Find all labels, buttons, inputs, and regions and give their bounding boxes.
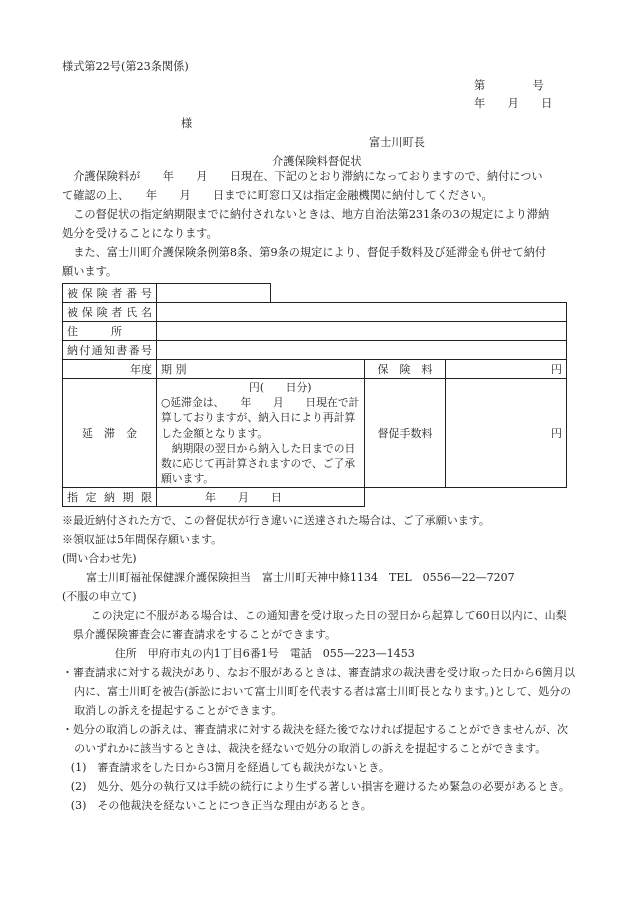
document-date-label: 年 月 日 [474,97,553,110]
late-fee-note-2: 納期限の翌日から納入した日までの日数に応じて再計算されますので、ご了承願います。 [160,441,356,486]
table-row [63,303,567,322]
empty-cell [270,284,566,303]
body-paragraph-1 [62,167,570,205]
inquiry-heading: (問い合わせ先) [62,552,137,565]
premium-yen: 円 [446,360,567,379]
addressee-label: 様 [181,117,193,130]
insured-number-value [156,284,270,303]
table-row [63,379,567,488]
address-value [156,322,566,341]
insured-name-label: 被保険者氏名 [63,303,157,322]
late-fee-label: 延 滞 金 [63,379,157,488]
table-row [63,341,567,360]
inquiry-contact: 富士川町福祉保健課介護保険担当 富士川町天神中條1134 TEL 0556—22—7207 [86,571,515,584]
paragraph-1-line-2: て確認の上、 年 月 日までに町窓口又は指定金融機関に納付してください。 [62,189,493,202]
appeal-item-2: (2) 処分、処分の執行又は手続の続行により生ずる著しい損害を避けるため緊急の必要があるとき。 [70,780,570,793]
issuer-name: 富士川町長 [369,136,425,149]
late-fee-note-1: ○延滞金は、 年 月 日現在で計算しておりますが、納入日により再計算した金額となります。 [160,396,360,440]
insured-name-value [156,303,566,322]
paragraph-2-line-2: 処分を受けることになります。 [62,227,218,240]
appeal-paragraph: この決定に不服がある場合は、この通知書を受け取った日の翌日から起算して60日以内に、山梨県介護保険審査会に審査請求をすることができます。 [73,609,567,641]
table-row [63,322,567,341]
notes-section [62,511,577,815]
table-row [63,284,567,303]
paragraph-3-line-1: また、富士川町介護保険条例第8条、第9条の規定により、督促手数料及び延滞金も併せて納付 [73,246,547,259]
note-2: ※領収証は5年間保存願います。 [62,533,223,546]
premium-table [62,283,567,507]
empty-cell [364,488,566,507]
address-label: 住 所 [63,322,157,341]
late-fee-amount: 円( 日分) [249,381,312,394]
appeal-item-1: (1) 審査請求をした日から3箇月を経過しても裁決がないとき。 [70,761,390,774]
form-number: 様式第22号(第23条関係) [62,60,189,73]
body-paragraph-3 [62,243,570,281]
document-title: 介護保険料督促状 [272,155,362,168]
appeal-address: 住所 甲府市丸の内1丁目6番1号 電話 055—223—1453 [114,647,415,660]
appeal-bullet-1: ・審査請求に対する裁決があり、なお不服があるときは、審査請求の裁決書を受け取った日から6箇月以内に、富士川町を被告(訴訟において富士川町を代表する者は富士川町長となります。)として、処分の取消しの訴えを提起することができます。 [62,666,575,717]
notice-number-value [156,341,566,360]
fee-yen: 円 [446,379,567,488]
deadline-value: 年 月 日 [156,488,364,507]
table-row [63,360,567,379]
fee-label: 督促手数料 [364,379,446,488]
late-fee-cell [156,379,364,488]
paragraph-1-line-1: 介護保険料が 年 月 日現在、下記のとおり滞納になっておりますので、納付につい [73,170,543,183]
notice-number-label: 納付通知書番号 [63,341,157,360]
fiscal-year-label: 年度 [63,360,157,379]
insured-number-label: 被保険者番号 [63,284,157,303]
document-number-label: 第 号 [474,79,545,92]
deadline-label: 指定納期限 [63,488,157,507]
body-paragraph-2 [62,205,570,243]
appeal-item-3: (3) その他裁決を経ないことにつき正当な理由があるとき。 [70,799,372,812]
table-row [63,488,567,507]
premium-label: 保 険 料 [364,360,446,379]
appeal-bullet-2: ・処分の取消しの訴えは、審査請求に対する裁決を経た後でなければ提起することができませんが、次のいずれかに該当するときは、裁決を経ないで処分の取消しの訴えを提起することができます。 [62,723,568,755]
period-label: 期 別 [156,360,364,379]
appeal-heading: (不服の申立て) [62,590,137,603]
paragraph-3-line-2: 願います。 [62,265,118,278]
paragraph-2-line-1: この督促状の指定納期限までに納付されないときは、地方自治法第231条の3の規定により滞納 [73,208,550,221]
note-1: ※最近納付された方で、この督促状が行き違いに送達された場合は、ご了承願います。 [62,514,490,527]
